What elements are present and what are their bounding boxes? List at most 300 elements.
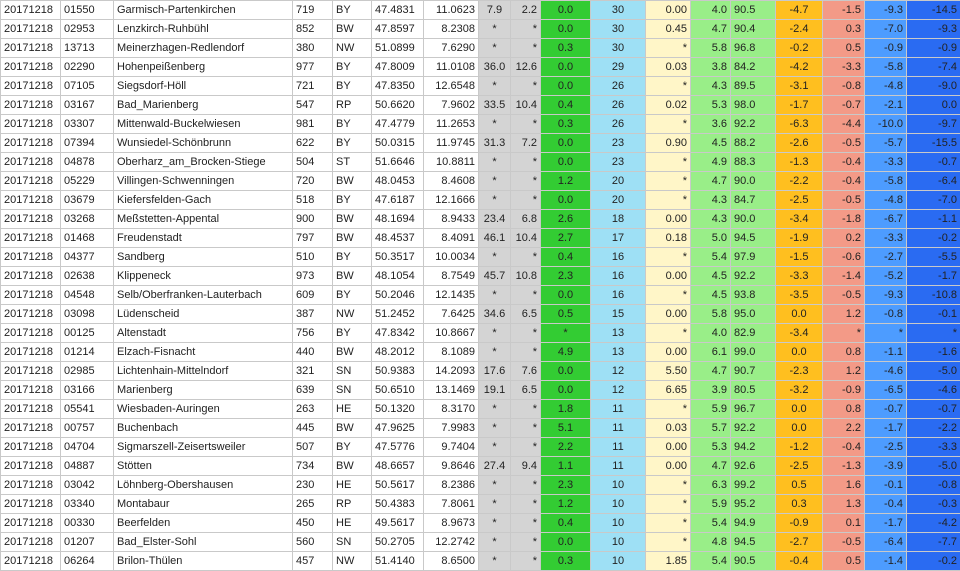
date-cell: 20171218 — [1, 115, 61, 134]
station-id-cell: 03166 — [61, 381, 114, 400]
temp-ground-cell: -7.7 — [907, 533, 960, 552]
precip-cell: 0.4 — [541, 514, 591, 533]
value-c-cell: 4.5 — [691, 286, 731, 305]
temp-min-cell: -0.1 — [865, 476, 907, 495]
latitude-cell: 50.4383 — [372, 495, 424, 514]
station-id-cell: 04377 — [61, 248, 114, 267]
temp-max-cell: 1.2 — [823, 305, 865, 324]
state-cell: BY — [333, 248, 372, 267]
precip-cell: 0.0 — [541, 191, 591, 210]
state-cell: HE — [333, 514, 372, 533]
elevation-cell: 450 — [293, 514, 333, 533]
elevation-cell: 721 — [293, 77, 333, 96]
station-name-cell: Marienberg — [114, 381, 293, 400]
elevation-cell: 457 — [293, 552, 333, 571]
temp-ground-cell: -4.2 — [907, 514, 960, 533]
table-row — [1, 305, 960, 324]
value-b-cell: 10.4 — [511, 229, 541, 248]
temp-min-cell: -1.7 — [865, 419, 907, 438]
value-a-cell: * — [479, 115, 511, 134]
table-row — [1, 381, 960, 400]
table-row — [1, 324, 960, 343]
snow-depth-cell: 11 — [591, 400, 646, 419]
elevation-cell: 321 — [293, 362, 333, 381]
temp-max-cell: -0.4 — [823, 172, 865, 191]
date-cell: 20171218 — [1, 514, 61, 533]
temp-min-cell: * — [865, 324, 907, 343]
table-row — [1, 343, 960, 362]
station-id-cell: 07394 — [61, 134, 114, 153]
table-row — [1, 134, 960, 153]
state-cell: NW — [333, 552, 372, 571]
station-name-cell: Klippeneck — [114, 267, 293, 286]
temp-mean-cell: -6.3 — [776, 115, 823, 134]
station-name-cell: Lenzkirch-Ruhbühl — [114, 20, 293, 39]
humidity-cell: 93.8 — [731, 286, 776, 305]
value-b-cell: 6.8 — [511, 210, 541, 229]
state-cell: BY — [333, 58, 372, 77]
temp-ground-cell: -9.7 — [907, 115, 960, 134]
table-body — [1, 1, 960, 571]
latitude-cell: 47.8597 — [372, 20, 424, 39]
temp-max-cell: 0.8 — [823, 343, 865, 362]
temp-max-cell: -0.5 — [823, 533, 865, 552]
precip-cell: 1.1 — [541, 457, 591, 476]
table-row — [1, 514, 960, 533]
temp-mean-cell: 0.0 — [776, 305, 823, 324]
state-cell: BY — [333, 115, 372, 134]
date-cell: 20171218 — [1, 400, 61, 419]
value-c-cell: 5.9 — [691, 400, 731, 419]
temp-max-cell: 0.5 — [823, 39, 865, 58]
value-a-cell: * — [479, 495, 511, 514]
elevation-cell: 504 — [293, 153, 333, 172]
station-id-cell: 03268 — [61, 210, 114, 229]
value-b-cell: * — [511, 476, 541, 495]
snow-depth-cell: 10 — [591, 514, 646, 533]
state-cell: BW — [333, 210, 372, 229]
latitude-cell: 47.4831 — [372, 1, 424, 20]
date-cell: 20171218 — [1, 1, 61, 20]
longitude-cell: 8.4608 — [424, 172, 479, 191]
elevation-cell: 734 — [293, 457, 333, 476]
snow-depth-cell: 13 — [591, 324, 646, 343]
longitude-cell: 7.9602 — [424, 96, 479, 115]
value-a-cell: * — [479, 400, 511, 419]
longitude-cell: 8.1089 — [424, 343, 479, 362]
value-a-cell: * — [479, 191, 511, 210]
value-b-cell: * — [511, 115, 541, 134]
value-c-cell: 6.3 — [691, 476, 731, 495]
value-a-cell: 46.1 — [479, 229, 511, 248]
temp-mean-cell: -4.7 — [776, 1, 823, 20]
value-a-cell: * — [479, 153, 511, 172]
temp-max-cell: 0.5 — [823, 552, 865, 571]
elevation-cell: 507 — [293, 438, 333, 457]
value-c-cell: 5.8 — [691, 39, 731, 58]
state-cell: BW — [333, 20, 372, 39]
value-a-cell: * — [479, 533, 511, 552]
temp-mean-cell: -2.2 — [776, 172, 823, 191]
state-cell: BY — [333, 286, 372, 305]
value-a-cell: * — [479, 343, 511, 362]
new-snow-cell: 0.00 — [646, 267, 691, 286]
temp-max-cell: 1.6 — [823, 476, 865, 495]
temp-max-cell: 2.2 — [823, 419, 865, 438]
longitude-cell: 12.1435 — [424, 286, 479, 305]
station-name-cell: Bad_Marienberg — [114, 96, 293, 115]
station-id-cell: 05229 — [61, 172, 114, 191]
station-id-cell: 03167 — [61, 96, 114, 115]
station-name-cell: Villingen-Schwenningen — [114, 172, 293, 191]
temp-ground-cell: -0.7 — [907, 153, 960, 172]
state-cell: RP — [333, 495, 372, 514]
value-c-cell: 4.7 — [691, 20, 731, 39]
station-name-cell: Bad_Elster-Sohl — [114, 533, 293, 552]
station-name-cell: Beerfelden — [114, 514, 293, 533]
humidity-cell: 90.0 — [731, 172, 776, 191]
new-snow-cell: * — [646, 77, 691, 96]
date-cell: 20171218 — [1, 324, 61, 343]
snow-depth-cell: 30 — [591, 1, 646, 20]
elevation-cell: 510 — [293, 248, 333, 267]
date-cell: 20171218 — [1, 39, 61, 58]
temp-mean-cell: -2.3 — [776, 362, 823, 381]
value-a-cell: * — [479, 77, 511, 96]
temp-mean-cell: -1.3 — [776, 153, 823, 172]
snow-depth-cell: 10 — [591, 552, 646, 571]
value-c-cell: 4.5 — [691, 134, 731, 153]
temp-max-cell: 1.2 — [823, 362, 865, 381]
new-snow-cell: * — [646, 286, 691, 305]
value-a-cell: * — [479, 324, 511, 343]
table-row — [1, 362, 960, 381]
station-name-cell: Meßstetten-Appental — [114, 210, 293, 229]
temp-mean-cell: 0.0 — [776, 419, 823, 438]
precip-cell: 0.3 — [541, 39, 591, 58]
longitude-cell: 10.0034 — [424, 248, 479, 267]
humidity-cell: 82.9 — [731, 324, 776, 343]
value-c-cell: 4.3 — [691, 191, 731, 210]
table-row — [1, 39, 960, 58]
station-name-cell: Mittenwald-Buckelwiesen — [114, 115, 293, 134]
new-snow-cell: * — [646, 191, 691, 210]
latitude-cell: 49.5617 — [372, 514, 424, 533]
snow-depth-cell: 10 — [591, 533, 646, 552]
station-name-cell: Freudenstadt — [114, 229, 293, 248]
snow-depth-cell: 10 — [591, 476, 646, 495]
state-cell: ST — [333, 153, 372, 172]
snow-depth-cell: 18 — [591, 210, 646, 229]
temp-max-cell: -3.3 — [823, 58, 865, 77]
value-a-cell: 33.5 — [479, 96, 511, 115]
humidity-cell: 96.8 — [731, 39, 776, 58]
temp-min-cell: -6.5 — [865, 381, 907, 400]
value-c-cell: 3.9 — [691, 381, 731, 400]
date-cell: 20171218 — [1, 134, 61, 153]
latitude-cell: 47.8009 — [372, 58, 424, 77]
new-snow-cell: * — [646, 476, 691, 495]
elevation-cell: 720 — [293, 172, 333, 191]
humidity-cell: 92.2 — [731, 267, 776, 286]
value-b-cell: 9.4 — [511, 457, 541, 476]
latitude-cell: 51.0899 — [372, 39, 424, 58]
snow-depth-cell: 26 — [591, 115, 646, 134]
precip-cell: 2.3 — [541, 267, 591, 286]
state-cell: BW — [333, 267, 372, 286]
temp-mean-cell: -3.1 — [776, 77, 823, 96]
temp-mean-cell: -3.4 — [776, 324, 823, 343]
snow-depth-cell: 26 — [591, 77, 646, 96]
humidity-cell: 94.5 — [731, 229, 776, 248]
snow-depth-cell: 11 — [591, 457, 646, 476]
new-snow-cell: * — [646, 495, 691, 514]
station-id-cell: 01214 — [61, 343, 114, 362]
temp-min-cell: -5.8 — [865, 58, 907, 77]
temp-max-cell: 0.1 — [823, 514, 865, 533]
humidity-cell: 98.0 — [731, 96, 776, 115]
snow-depth-cell: 29 — [591, 58, 646, 77]
state-cell: SN — [333, 362, 372, 381]
temp-mean-cell: -3.3 — [776, 267, 823, 286]
humidity-cell: 88.2 — [731, 134, 776, 153]
station-id-cell: 03042 — [61, 476, 114, 495]
date-cell: 20171218 — [1, 305, 61, 324]
table-row — [1, 495, 960, 514]
elevation-cell: 380 — [293, 39, 333, 58]
state-cell: BY — [333, 134, 372, 153]
station-name-cell: Montabaur — [114, 495, 293, 514]
latitude-cell: 51.2452 — [372, 305, 424, 324]
temp-mean-cell: 0.3 — [776, 495, 823, 514]
value-a-cell: 34.6 — [479, 305, 511, 324]
value-a-cell: * — [479, 39, 511, 58]
table-row — [1, 20, 960, 39]
humidity-cell: 92.2 — [731, 419, 776, 438]
temp-mean-cell: 0.0 — [776, 400, 823, 419]
station-name-cell: Altenstadt — [114, 324, 293, 343]
temp-mean-cell: -0.9 — [776, 514, 823, 533]
latitude-cell: 50.3517 — [372, 248, 424, 267]
new-snow-cell: * — [646, 115, 691, 134]
snow-depth-cell: 11 — [591, 419, 646, 438]
snow-depth-cell: 23 — [591, 134, 646, 153]
new-snow-cell: 6.65 — [646, 381, 691, 400]
value-a-cell: 23.4 — [479, 210, 511, 229]
humidity-cell: 94.5 — [731, 533, 776, 552]
value-b-cell: * — [511, 438, 541, 457]
value-c-cell: 4.3 — [691, 210, 731, 229]
elevation-cell: 973 — [293, 267, 333, 286]
station-name-cell: Garmisch-Partenkirchen — [114, 1, 293, 20]
longitude-cell: 13.1469 — [424, 381, 479, 400]
value-a-cell: 17.6 — [479, 362, 511, 381]
value-c-cell: 5.9 — [691, 495, 731, 514]
temp-ground-cell: -1.6 — [907, 343, 960, 362]
station-id-cell: 03098 — [61, 305, 114, 324]
value-b-cell: * — [511, 39, 541, 58]
state-cell: BY — [333, 324, 372, 343]
humidity-cell: 92.6 — [731, 457, 776, 476]
elevation-cell: 639 — [293, 381, 333, 400]
humidity-cell: 84.2 — [731, 58, 776, 77]
temp-ground-cell: -0.8 — [907, 476, 960, 495]
temp-min-cell: -4.8 — [865, 77, 907, 96]
snow-depth-cell: 23 — [591, 153, 646, 172]
temp-max-cell: 0.3 — [823, 20, 865, 39]
longitude-cell: 8.9673 — [424, 514, 479, 533]
temp-ground-cell: -7.4 — [907, 58, 960, 77]
value-a-cell: * — [479, 514, 511, 533]
snow-depth-cell: 16 — [591, 267, 646, 286]
table-row — [1, 77, 960, 96]
humidity-cell: 90.4 — [731, 20, 776, 39]
table-row — [1, 457, 960, 476]
value-a-cell: * — [479, 438, 511, 457]
longitude-cell: 10.8667 — [424, 324, 479, 343]
table-row — [1, 210, 960, 229]
value-b-cell: * — [511, 248, 541, 267]
new-snow-cell: 0.03 — [646, 58, 691, 77]
humidity-cell: 95.0 — [731, 305, 776, 324]
temp-min-cell: -0.8 — [865, 305, 907, 324]
station-name-cell: Meinerzhagen-Redlendorf — [114, 39, 293, 58]
value-b-cell: 6.5 — [511, 381, 541, 400]
station-id-cell: 04704 — [61, 438, 114, 457]
elevation-cell: 387 — [293, 305, 333, 324]
table-row — [1, 153, 960, 172]
temp-mean-cell: -3.5 — [776, 286, 823, 305]
new-snow-cell: 0.00 — [646, 305, 691, 324]
value-c-cell: 4.8 — [691, 533, 731, 552]
value-a-cell: 19.1 — [479, 381, 511, 400]
date-cell: 20171218 — [1, 362, 61, 381]
temp-min-cell: -0.9 — [865, 39, 907, 58]
station-id-cell: 07105 — [61, 77, 114, 96]
value-c-cell: 4.5 — [691, 267, 731, 286]
temp-max-cell: 0.2 — [823, 229, 865, 248]
value-b-cell: 7.2 — [511, 134, 541, 153]
precip-cell: 0.0 — [541, 77, 591, 96]
snow-depth-cell: 10 — [591, 495, 646, 514]
snow-depth-cell: 11 — [591, 438, 646, 457]
value-c-cell: 5.0 — [691, 229, 731, 248]
value-b-cell: 10.8 — [511, 267, 541, 286]
latitude-cell: 51.4140 — [372, 552, 424, 571]
temp-min-cell: -4.6 — [865, 362, 907, 381]
latitude-cell: 50.1320 — [372, 400, 424, 419]
station-id-cell: 01468 — [61, 229, 114, 248]
humidity-cell: 92.2 — [731, 115, 776, 134]
table-row — [1, 419, 960, 438]
date-cell: 20171218 — [1, 77, 61, 96]
elevation-cell: 265 — [293, 495, 333, 514]
value-b-cell: * — [511, 419, 541, 438]
humidity-cell: 94.9 — [731, 514, 776, 533]
longitude-cell: 8.2386 — [424, 476, 479, 495]
elevation-cell: 981 — [293, 115, 333, 134]
temp-ground-cell: -5.0 — [907, 457, 960, 476]
station-name-cell: Elzach-Fisnacht — [114, 343, 293, 362]
state-cell: BY — [333, 191, 372, 210]
date-cell: 20171218 — [1, 286, 61, 305]
temp-min-cell: -1.4 — [865, 552, 907, 571]
station-id-cell: 04878 — [61, 153, 114, 172]
latitude-cell: 50.6510 — [372, 381, 424, 400]
latitude-cell: 48.1694 — [372, 210, 424, 229]
date-cell: 20171218 — [1, 58, 61, 77]
humidity-cell: 90.7 — [731, 362, 776, 381]
longitude-cell: 11.0108 — [424, 58, 479, 77]
latitude-cell: 48.4537 — [372, 229, 424, 248]
value-c-cell: 4.3 — [691, 77, 731, 96]
temp-ground-cell: -10.8 — [907, 286, 960, 305]
state-cell: BW — [333, 229, 372, 248]
state-cell: BW — [333, 172, 372, 191]
table-row — [1, 172, 960, 191]
station-id-cell: 05541 — [61, 400, 114, 419]
latitude-cell: 50.2705 — [372, 533, 424, 552]
table-row — [1, 96, 960, 115]
new-snow-cell: 1.85 — [646, 552, 691, 571]
value-a-cell: 27.4 — [479, 457, 511, 476]
new-snow-cell: 0.90 — [646, 134, 691, 153]
station-id-cell: 03307 — [61, 115, 114, 134]
temp-ground-cell: -0.2 — [907, 552, 960, 571]
value-b-cell: * — [511, 343, 541, 362]
humidity-cell: 90.5 — [731, 1, 776, 20]
new-snow-cell: 0.00 — [646, 343, 691, 362]
station-name-cell: Hohenpeißenberg — [114, 58, 293, 77]
value-c-cell: 4.0 — [691, 1, 731, 20]
station-id-cell: 02985 — [61, 362, 114, 381]
latitude-cell: 50.6620 — [372, 96, 424, 115]
value-c-cell: 4.0 — [691, 324, 731, 343]
temp-mean-cell: -1.5 — [776, 248, 823, 267]
new-snow-cell: * — [646, 153, 691, 172]
new-snow-cell: 0.00 — [646, 438, 691, 457]
date-cell: 20171218 — [1, 96, 61, 115]
humidity-cell: 95.2 — [731, 495, 776, 514]
humidity-cell: 84.7 — [731, 191, 776, 210]
station-name-cell: Sigmarszell-Zeisertsweiler — [114, 438, 293, 457]
temp-max-cell: -1.3 — [823, 457, 865, 476]
elevation-cell: 622 — [293, 134, 333, 153]
table-row — [1, 286, 960, 305]
temp-max-cell: -0.4 — [823, 153, 865, 172]
humidity-cell: 99.2 — [731, 476, 776, 495]
date-cell: 20171218 — [1, 172, 61, 191]
station-name-cell: Lichtenhain-Mittelndorf — [114, 362, 293, 381]
temp-max-cell: -0.5 — [823, 134, 865, 153]
precip-cell: 2.6 — [541, 210, 591, 229]
new-snow-cell: * — [646, 172, 691, 191]
temp-min-cell: -2.7 — [865, 248, 907, 267]
new-snow-cell: 0.18 — [646, 229, 691, 248]
station-id-cell: 13713 — [61, 39, 114, 58]
value-b-cell: 12.6 — [511, 58, 541, 77]
elevation-cell: 230 — [293, 476, 333, 495]
value-c-cell: 4.7 — [691, 362, 731, 381]
latitude-cell: 47.9625 — [372, 419, 424, 438]
latitude-cell: 48.2012 — [372, 343, 424, 362]
temp-ground-cell: -15.5 — [907, 134, 960, 153]
value-c-cell: 4.9 — [691, 153, 731, 172]
date-cell: 20171218 — [1, 381, 61, 400]
value-a-cell: * — [479, 248, 511, 267]
value-a-cell: * — [479, 286, 511, 305]
date-cell: 20171218 — [1, 419, 61, 438]
